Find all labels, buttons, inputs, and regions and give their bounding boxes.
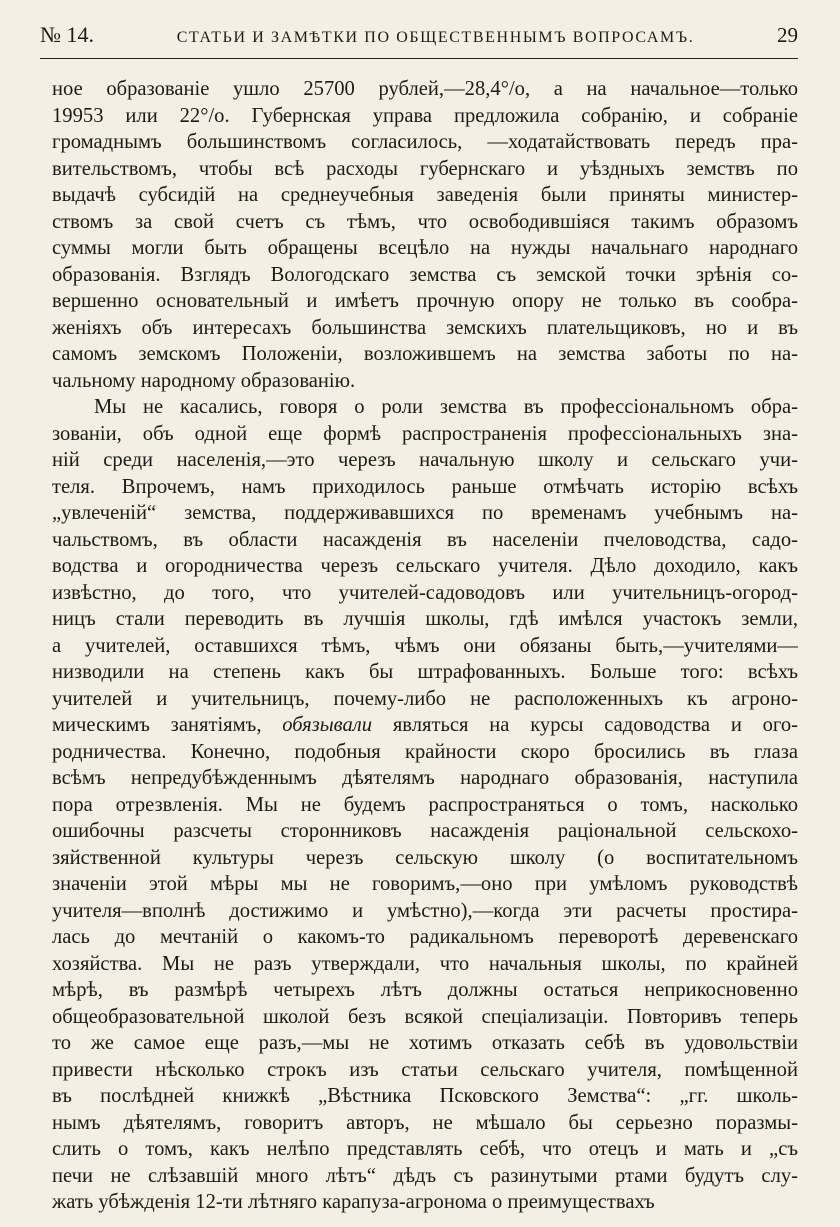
section-title: СТАТЬИ И ЗАМѢТКИ ПО ОБЩЕСТВЕННЫМЪ ВОПРОСАМЪ.: [176, 29, 695, 46]
text-line: громаднымъ большинствомъ согласилось, —ходатайствовать передъ пра-: [52, 131, 798, 153]
text-line: пора отрезвленія. Мы не будемъ распространяться о томъ, насколько: [52, 793, 798, 816]
text-line: родничества. Конечно, подобныя крайности скоро бросились въ глаза: [52, 740, 798, 763]
text-line: зованіи, объ одной еще формѣ распространенія профессіональныхъ зна-: [52, 422, 798, 445]
text-line: печи не слѣзавшій много лѣтъ“ дѣдъ съ разинутыми ртами будутъ слу-: [52, 1164, 798, 1187]
text-line: самомъ земскомъ Положеніи, возложившемъ на земства заботы по на-: [52, 343, 798, 365]
text-line: ствомъ за свой счетъ съ тѣмъ, что освободившіяся такимъ образомъ: [52, 210, 798, 233]
text-line: 19953 или 22°/о. Губернская управа предложила собранію, и собраніе: [52, 104, 798, 127]
text-line: привести нѣсколько строкъ изъ статьи сельскаго учителя, помѣщенной: [52, 1058, 798, 1081]
text-line: чальному народному образованію.: [52, 369, 356, 392]
text-line: низводили на степень какъ бы штрафованныхъ. Больше того: всѣхъ: [52, 661, 798, 683]
issue-number: № 14.: [40, 22, 94, 47]
text-line: жать убѣжденія 12-ти лѣтняго карапуза-агронома о преимуществахъ: [52, 1191, 655, 1213]
article-body: [52, 76, 798, 1216]
text-line: то же самое еще разъ,—мы не хотимъ отказать себѣ въ удовольствіи: [52, 1032, 798, 1054]
text-line: въ послѣдней книжкѣ „Вѣстника Псковского Земства“: „гг. школь-: [52, 1085, 798, 1107]
text-line: ній среди населенія,—это черезъ начальную школу и сельскаго учи-: [52, 449, 798, 471]
header-rule: [40, 58, 798, 59]
text-line: извѣстно, до того, что учителей-садоводовъ или учительницъ-огород-: [52, 581, 798, 604]
text-line: ошибочны разсчеты сторонниковъ насажденія раціональной сельскохо-: [52, 820, 798, 842]
text-line: водства и огородничества черезъ сельскаго учителя. Дѣло доходило, какъ: [52, 555, 798, 577]
text-line: чальствомъ, въ области насажденія въ населеніи пчеловодства, садо-: [52, 528, 798, 551]
text-line: выдачѣ субсидій на среднеучебныя заведенія были приняты министер-: [52, 184, 798, 206]
text-line: мѣрѣ, въ размѣрѣ четырехъ лѣтъ должны остаться неприкосновенно: [52, 979, 798, 1001]
text-line: всѣмъ непредубѣжденнымъ дѣятелямъ народнаго образованія, наступила: [52, 767, 798, 789]
text-line: общеобразовательной школой безъ всякой спеціализаціи. Повторивъ теперь: [52, 1005, 798, 1028]
text-line: хозяйства. Мы не разъ утверждали, что начальныя школы, по крайней: [52, 952, 798, 975]
text-line: образованія. Взглядъ Вологодскаго земства съ земской точки зрѣнія со-: [52, 263, 798, 286]
text-line: мическимъ занятіямъ, обязывали являться на курсы садоводства и ого-: [52, 714, 798, 736]
text-line: а учителей, оставшихся тѣмъ, чѣмъ они обязаны быть,—учителями—: [52, 634, 798, 657]
text-line: значеніи этой мѣры мы не говоримъ,—оно при умѣломъ руководствѣ: [52, 873, 798, 895]
text-line: Мы не касались, говоря о роли земства въ профессіональномъ обра-: [94, 396, 798, 418]
text-line: нымъ дѣятелямъ, говоритъ авторъ, не мѣшало бы серьезно поразмы-: [52, 1111, 798, 1134]
text-line: „увлеченій“ земства, поддерживавшихся по временамъ учебнымъ на-: [52, 502, 798, 524]
text-line: суммы могли быть обращены всецѣло на нужды начальнаго народнаго: [52, 237, 798, 259]
text-line: учителей и учительницъ, почему-либо не расположенныхъ къ агроно-: [52, 687, 798, 710]
text-line: вершенно основательный и имѣетъ прочную опору не только въ сообра-: [52, 290, 798, 312]
text-line: учителя—вполнѣ достижимо и умѣстно),—когда эти расчеты простира-: [52, 899, 798, 922]
text-line: лась до мечтаній о какомъ-то радикальномъ переворотѣ деревенскаго: [52, 926, 798, 948]
running-header: [40, 22, 798, 52]
text-line: теля. Впрочемъ, намъ приходилось раньше отмѣчать исторію всѣхъ: [52, 475, 798, 498]
text-line: зяйственной культуры черезъ сельскую школу (о воспитательномъ: [52, 846, 798, 869]
text-line: слить о томъ, какъ нелѣпо представлять себѣ, что отецъ и мать и „съ: [52, 1138, 798, 1160]
text-line: ное образованіе ушло 25700 рублей,—28,4°/о, а на начальное—только: [52, 78, 798, 100]
text-line: ницъ стали переводить въ лучшія школы, гдѣ имѣлся участокъ земли,: [52, 608, 798, 630]
text-line: вительствомъ, чтобы всѣ расходы губернскаго и уѣздныхъ земствъ по: [52, 157, 798, 180]
page-number: 29: [777, 23, 798, 47]
text-line: женіяхъ объ интересахъ большинства земскихъ плательщиковъ, но и въ: [52, 316, 798, 339]
